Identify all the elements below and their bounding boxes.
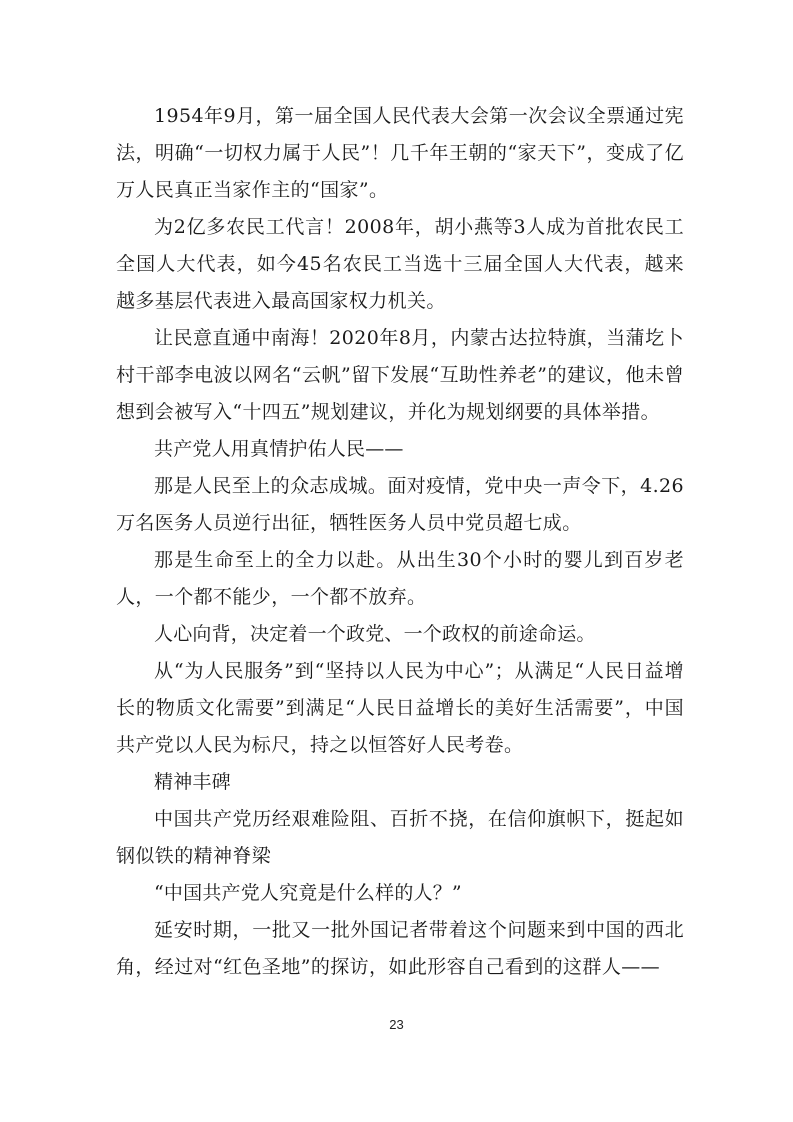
section-heading-spirit: 精神丰碑 xyxy=(154,771,231,793)
paragraph-migrant-worker-deputies: 为2亿多农民工代言！2008年，胡小燕等3人成为首批农民工全国人大代表，如今45名农民工当选十三届全国人大代表，越来越多基层代表进入最高国家权力机关。 xyxy=(116,216,684,312)
paragraph-quote: “中国共产党人究竟是什么样的人？” xyxy=(154,882,462,904)
paragraph-life-first: 那是生命至上的全力以赴。从出生30个小时的婴儿到百岁老人，一个都不能少，一个都不放弃。 xyxy=(116,549,684,608)
paragraph-serve-the-people: 从“为人民服务”到“坚持以人民为中心”；从满足“人民日益增长的物质文化需要”到满足“人民日益增长的美好生活需要”，中国共产党以人民为标尺，持之以恒答好人民考卷。 xyxy=(116,660,684,756)
paragraph-public-support: 人心向背，决定着一个政党、一个政权的前途命运。 xyxy=(154,623,596,645)
paragraph-public-opinion: 让民意直通中南海！2020年8月，内蒙古达拉特旗，当蒲圪卜村干部李电波以网名“云帆”留下发展“互助性养老”的建议，他未曾想到会被写入“十四五”规划建议，并化为规划纲要的具体举措。 xyxy=(116,327,684,423)
paragraph-spiritual-backbone: 中国共产党历经艰难险阻、百折不挠，在信仰旗帜下，挺起如钢似铁的精神脊梁 xyxy=(116,808,684,867)
paragraph-constitution-1954: 1954年9月，第一届全国人民代表大会第一次会议全票通过宪法，明确“一切权力属于人民”！几千年王朝的“家天下”，变成了亿万人民真正当家作主的“国家”。 xyxy=(116,105,684,201)
paragraph-people-first: 那是人民至上的众志成城。面对疫情，党中央一声令下，4.26万名医务人员逆行出征，牺牲医务人员中党员超七成。 xyxy=(116,475,684,534)
document-body xyxy=(116,98,684,986)
paragraph-section-lead: 共产党人用真情护佑人民—— xyxy=(154,438,404,460)
page-number: 23 xyxy=(389,1017,404,1032)
paragraph-yanan-period: 延安时期，一批又一批外国记者带着这个问题来到中国的西北角，经过对“红色圣地”的探访，如此形容自己看到的这群人—— xyxy=(116,919,684,978)
